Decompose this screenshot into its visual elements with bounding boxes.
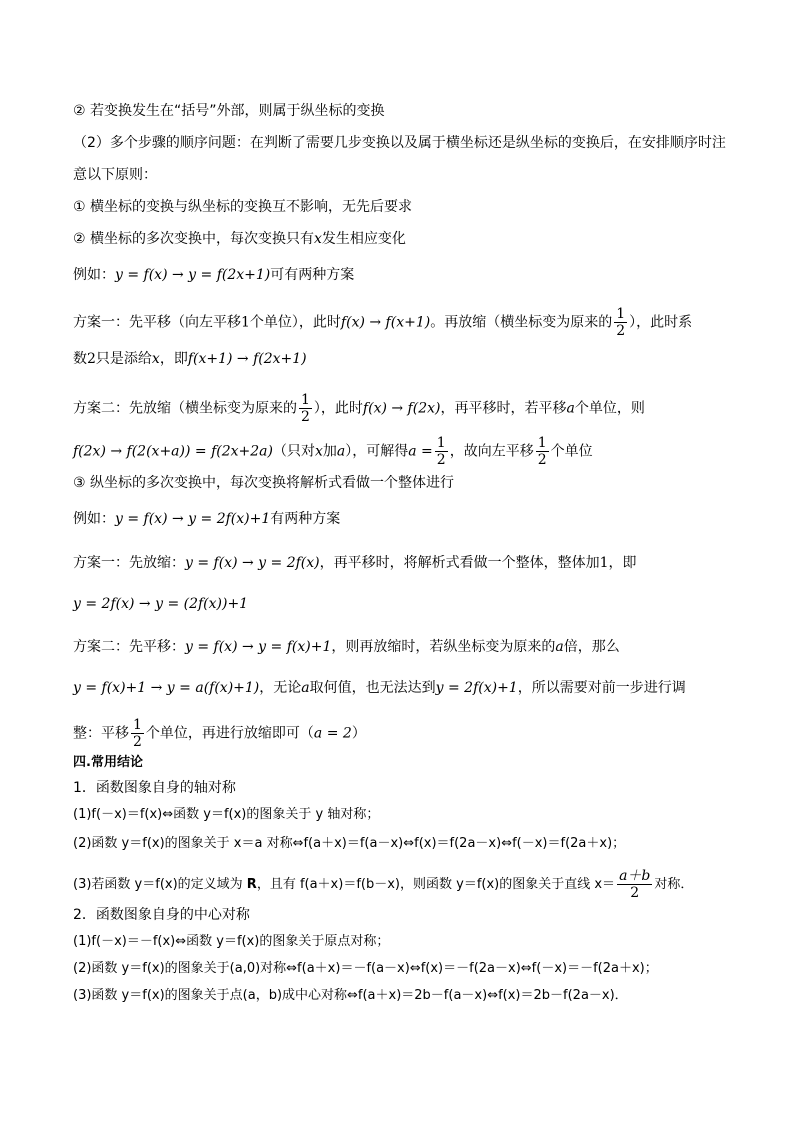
section-heading [73, 753, 143, 773]
text-line [73, 349, 307, 369]
fraction-denominator: 2 [301, 409, 310, 425]
math-expr: y = 2f(x)+1 [435, 680, 518, 696]
axis-symmetry-2: (2)函数 y＝f(x)的图象关于 x＝a 对称⇔f(a＋x)＝f(a－x)⇔f(x)＝f(2a－x)⇔f(－x)＝f(2a＋x)； [73, 836, 626, 851]
plan-2-text: 加 [322, 443, 337, 460]
fraction [131, 717, 144, 750]
math-num: 1 [599, 555, 609, 571]
fraction-denominator: 2 [436, 452, 446, 468]
fraction [617, 868, 652, 901]
text-line [73, 678, 686, 698]
fraction-denominator: 2 [630, 885, 640, 901]
math-expr: a = 2 [313, 725, 352, 742]
center-symmetry-3: (3)函数 y＝f(x)的图象关于点(a，b)成中心对称⇔f(a＋x)＝2b－f(a－x)⇔f(x)＝2b－f(2a－x)． [73, 988, 628, 1003]
math-expr: f(2x) → f(2(x+a)) = f(2x+2a) [73, 443, 273, 460]
text-line [73, 959, 658, 979]
math-expr: y = f(x) → y = f(2x+1) [115, 267, 271, 283]
plan-1-text: ，再平移时，将解析式看做一个整体，整体加 [319, 555, 600, 571]
math-expr: y = f(x) → y = f(x)+1 [185, 639, 332, 655]
text-line [73, 637, 620, 657]
plan-1-text: ，即 [608, 555, 637, 571]
fraction [299, 392, 312, 425]
plan-2-text: 个单位，则 [574, 400, 645, 417]
fraction-numerator: 1 [537, 435, 547, 451]
plan-1-text: 个单位），此时 [249, 314, 341, 331]
math-expr: y = f(x) → y = 2f(x)+1 [115, 511, 271, 527]
text-line [73, 435, 593, 468]
axis-symmetry-title: 1．函数图象自身的轴对称 [73, 780, 236, 796]
math-expr: f(x) → f(x+1) [340, 314, 431, 331]
plan-2-text: ，所以需要对前一步进行调 [517, 680, 686, 696]
plan-1-text: ），此时系 [629, 314, 693, 331]
plan-2-text: ，再平移时，若平移 [440, 400, 567, 417]
principle-3: ③ 纵坐标的多次变换中，每次变换将解析式看做一个整体进行 [73, 475, 454, 491]
text-line [73, 133, 726, 153]
plan-1-text: ，即 [159, 351, 188, 367]
text-line [73, 473, 454, 493]
fraction-numerator: 1 [616, 306, 626, 322]
plan-2-text: ），可解得 [345, 443, 409, 460]
fraction-numerator: 1 [436, 435, 446, 451]
rule-outside-bracket: ② 若变换发生在“括号”外部，则属于纵坐标的变换 [73, 103, 385, 119]
math-var: x [314, 443, 323, 460]
plan-2-text: ，无论 [259, 680, 302, 696]
math-num: 1 [241, 314, 250, 331]
math-expr: y = f(x)+1 → y = a(f(x)+1) [73, 680, 260, 696]
plan-2-text: （只对 [272, 443, 315, 460]
text-line [73, 306, 692, 339]
text-line [73, 553, 637, 573]
math-num: 2 [87, 351, 96, 367]
plan-2-text: 个单位 [550, 443, 593, 460]
plan-1-text: 方案一：先放缩： [73, 555, 185, 571]
plan-2-text: 取何值，也无法达到 [309, 680, 436, 696]
plan-2-text: ），此时 [313, 400, 363, 417]
text-line [73, 805, 379, 825]
math-var: x [151, 351, 160, 367]
text-line [73, 392, 645, 425]
text-line [73, 932, 389, 952]
fraction [435, 435, 448, 468]
fraction-numerator: 1 [133, 717, 142, 733]
example-label: 例如： [73, 267, 115, 283]
plan-2-text: 方案二：先放缩（横坐标变为原来的 [73, 400, 297, 417]
text-line [73, 594, 248, 614]
plan-2-text: ） [351, 725, 366, 742]
axis-symmetry-3: (3)若函数 y＝f(x)的定义域为 [73, 877, 247, 892]
text-line [73, 229, 406, 249]
text-line [73, 101, 385, 121]
principle-2-end: 发生相应变化 [321, 231, 406, 247]
math-var: a [566, 400, 575, 417]
plan-2-text: 方案二：先平移： [73, 639, 185, 655]
axis-symmetry-3: 对称． [654, 877, 694, 892]
math-var: x [314, 231, 322, 247]
principle-2: ② 横坐标的多次变换中，每次变换只有 [73, 231, 314, 247]
order-problem-text-cont: 意以下原则： [73, 167, 157, 183]
math-var: a [301, 680, 310, 696]
fraction [536, 435, 549, 468]
math-expr: f(x) → f(2x) [362, 400, 441, 417]
plan-1-text: 数 [73, 351, 87, 367]
plan-1-text: 。再放缩（横坐标变为原来的 [430, 314, 613, 331]
plan-2-text: ，则再放缩时，若纵坐标变为原来的 [331, 639, 556, 655]
fraction-denominator: 2 [133, 734, 142, 750]
plan-1-text: 方案一：先平移（向左平移 [73, 314, 241, 331]
example-label: 例如： [73, 511, 115, 527]
text-line [73, 717, 366, 750]
text-line [73, 905, 250, 925]
fraction-numerator: 1 [301, 392, 310, 408]
fraction-denominator: 2 [616, 323, 626, 339]
plan-2-text: 个单位，再进行放缩即可（ [145, 725, 314, 742]
math-var: a [336, 443, 346, 460]
math-var: a [555, 639, 564, 655]
plan-2-text: 倍，那么 [563, 639, 620, 655]
math-expr: f(x+1) → f(2x+1) [187, 351, 307, 367]
plan-2-text: 整：平移 [73, 725, 129, 742]
text-line [73, 165, 157, 185]
plan-2-text: ，故向左平移 [449, 443, 534, 460]
plan-1-text: 只是添给 [95, 351, 152, 367]
real-set-symbol: R [246, 877, 257, 892]
principle-1: ① 横坐标的变换与纵坐标的变换互不影响，无先后要求 [73, 199, 412, 215]
axis-symmetry-3: ，且有 f(a＋x)＝f(b－x)，则函数 y＝f(x)的图象关于直线 x＝ [256, 877, 616, 892]
text-line [73, 197, 412, 217]
fraction-numerator: a＋b [619, 868, 651, 884]
text-line [73, 834, 625, 854]
math-expr: y = 2f(x) → y = (2f(x))+1 [73, 596, 249, 612]
text-line [73, 265, 354, 285]
text-line [73, 778, 236, 798]
math-expr: a = [408, 443, 433, 460]
fraction-denominator: 2 [537, 452, 547, 468]
math-expr: y = f(x) → y = 2f(x) [185, 555, 320, 571]
axis-symmetry-1: (1)f(－x)＝f(x)⇔函数 y＝f(x)的图象关于 y 轴对称； [73, 807, 380, 822]
example-text: 有两种方案 [270, 511, 341, 527]
fraction [614, 306, 627, 339]
text-line [73, 986, 628, 1006]
center-symmetry-2: (2)函数 y＝f(x)的图象关于(a,0)对称⇔f(a＋x)＝－f(a－x)⇔f(x)＝－f(2a－x)⇔f(－x)＝－f(2a＋x)； [73, 961, 658, 976]
example-text: 可有两种方案 [270, 267, 355, 283]
center-symmetry-1: (1)f(－x)＝－f(x)⇔函数 y＝f(x)的图象关于原点对称； [73, 934, 390, 949]
order-problem-text: （2）多个步骤的顺序问题：在判断了需要几步变换以及属于横坐标还是纵坐标的变换后，在安排顺序时注 [73, 135, 726, 151]
section-title: 四.常用结论 [73, 755, 143, 770]
center-symmetry-title: 2．函数图象自身的中心对称 [73, 907, 250, 923]
text-line [73, 509, 340, 529]
text-line [73, 868, 693, 901]
